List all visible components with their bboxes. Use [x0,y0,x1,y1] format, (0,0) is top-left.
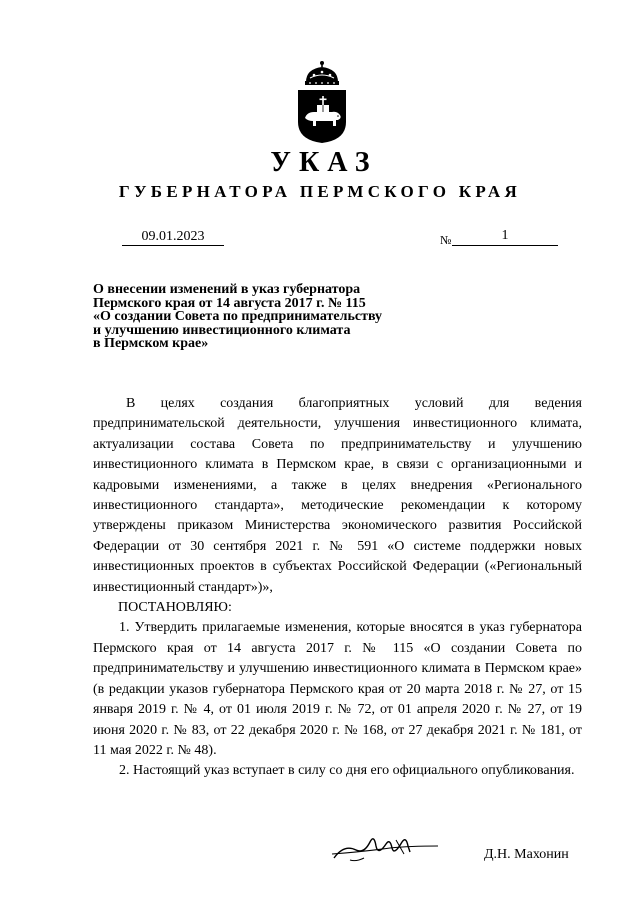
coat-of-arms-icon [292,60,352,144]
preamble-paragraph: В целях создания благоприятных условий для ведения предпринимательской деятельности, улучшения инвестиционного климата, актуализации состава Совета по предпринимательству и улучшению инвестиционного климата в Пермском крае, в связи с организационными и кадровыми изменениями, а также в целях внедрения «Регионального инвестиционного стандарта», методические рекомендации к которому утверждены приказом Министерства экономического развития Российской Федерации от 30 сентября 2021 г. № 591 «О системе поддержки новых инвестиционных проектов в субъектах Российской Федерации («Региональный инвестиционный стандарт»)», [93,396,582,595]
number-sign: № [440,233,452,247]
handwritten-signature-icon [330,832,440,866]
decree-item-1: 1. Утвердить прилагаемые изменения, которые вносятся в указ губернатора Пермского края от 14 августа 2017 г. № 115 «О создании Совета по предпринимательству и улучшению инвестиционного климата в Пермском крае» (в редакции указов губернатора Пермского края от 20 марта 2018 г. № 27, от 15 января 2019 г. № 4, от 01 июля 2019 г. № 72, от 01 апреля 2020 г. № 27, от 19 июня 2020 г. № 83, от 22 декабря 2020 г. № 168, от 27 декабря 2021 г. № 181, от 11 мая 2022 г. № 48). [93,620,582,758]
issuer-title: ГУБЕРНАТОРА ПЕРМСКОГО КРАЯ [118,182,522,201]
document-date: 09.01.2023 [122,228,224,246]
document-number: 1 [452,226,558,246]
signer-name: Д.Н. Махонин [484,847,569,862]
decree-item-2: 2. Настоящий указ вступает в силу со дня его официального опубликования. [119,763,575,779]
document-body [93,394,582,782]
document-type-title: УКАЗ [270,147,378,178]
document-subject: О внесении изменений в указ губернатора Пермского края от 14 августа 2017 г. № 115 «О создании Совета по предпринимательству и улучшению инвестиционного климата в Пермском крае» [93,282,383,352]
crown-icon [305,61,339,85]
decree-word: ПОСТАНОВЛЯЮ: [118,600,232,616]
